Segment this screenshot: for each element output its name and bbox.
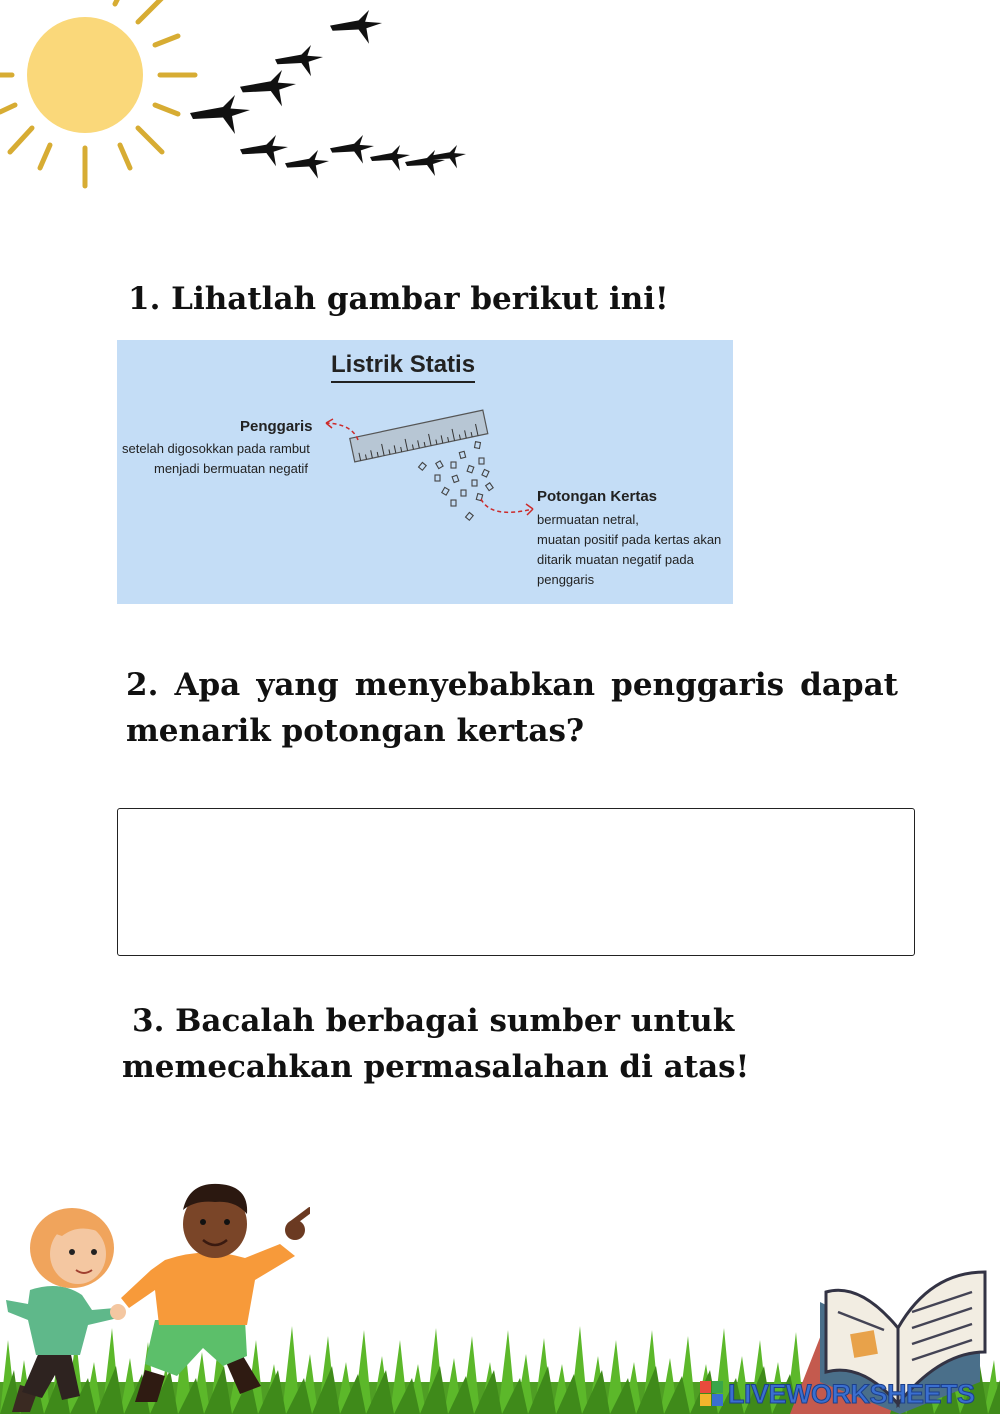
paper-desc-1: bermuatan netral, xyxy=(537,512,639,527)
paper-label: Potongan Kertas xyxy=(537,488,658,505)
paper-desc-3: ditarik muatan negatif pada xyxy=(537,552,694,567)
liveworksheets-watermark xyxy=(700,1378,975,1410)
paper-arrow-icon xyxy=(477,495,539,525)
ruler-desc-1: setelah digosokkan pada rambut xyxy=(122,441,310,456)
ruler-label: Penggaris xyxy=(240,418,313,435)
question-3 xyxy=(122,998,922,1090)
question-2: 2. Apa yang menyebabkan penggaris dapat menarik potongan kertas? xyxy=(126,667,898,749)
paper-desc-2: muatan positif pada kertas akan xyxy=(537,532,722,547)
answer-textbox[interactable] xyxy=(117,808,915,956)
birds-icon xyxy=(180,0,470,200)
question-3-text: Bacalah berbagai sumber untuk memecahkan permasalahan di atas! xyxy=(122,1003,750,1085)
static-electricity-diagram xyxy=(117,340,733,604)
question-3-number: 3. xyxy=(132,1003,165,1039)
question-1: 1. Lihatlah gambar berikut ini! xyxy=(128,281,669,317)
sun-icon xyxy=(0,0,210,200)
boy-icon xyxy=(115,1180,310,1410)
diagram-title: Listrik Statis xyxy=(331,350,475,383)
paper-desc-4: penggaris xyxy=(537,572,595,587)
watermark-text: LIVEWORKSHEETS xyxy=(728,1378,975,1409)
ruler-arrow-icon xyxy=(322,418,364,444)
ruler-desc-2: menjadi bermuatan negatif xyxy=(154,461,308,476)
logo-icon xyxy=(700,1381,724,1407)
